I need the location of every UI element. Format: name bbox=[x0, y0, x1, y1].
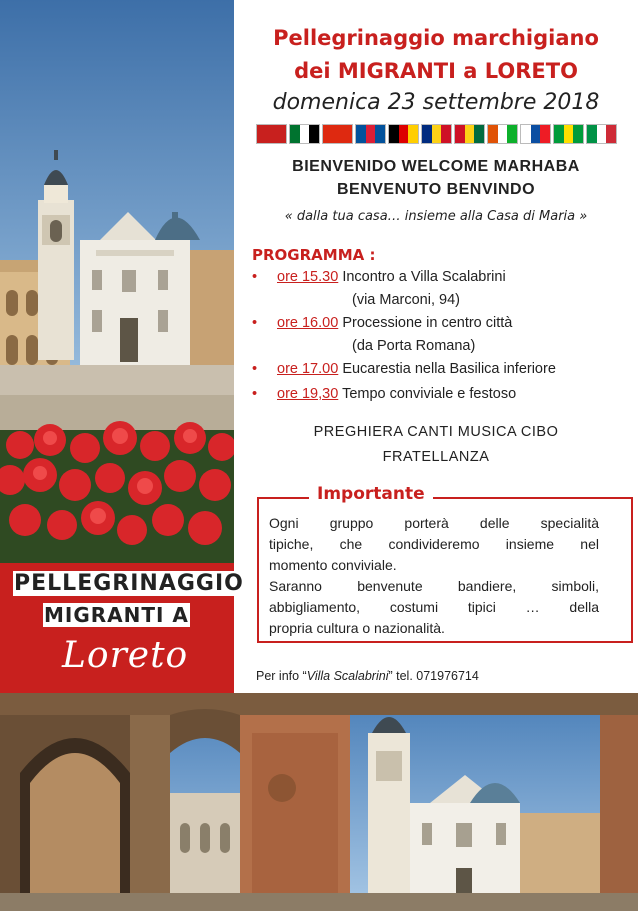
info-place: Villa Scalabrini bbox=[306, 669, 389, 683]
important-line: abbigliamento, costumi tipici … della bbox=[269, 599, 599, 615]
flag-uae-icon bbox=[289, 124, 320, 144]
flag-italy-icon bbox=[586, 124, 617, 144]
bullet-icon: • bbox=[252, 269, 258, 285]
flag-china-icon bbox=[322, 124, 353, 144]
program-text: Processione in centro città bbox=[342, 315, 513, 331]
flag-ghana-icon bbox=[454, 124, 485, 144]
flag-niger-icon bbox=[487, 124, 518, 144]
important-line: Ogni gruppo porterà delle specialità bbox=[269, 515, 599, 531]
contact-info bbox=[256, 669, 479, 683]
basilica-photo-illustration bbox=[0, 0, 234, 563]
program-item bbox=[252, 269, 506, 285]
welcome-line-2: BENVENUTO BENVINDO bbox=[336, 181, 536, 198]
info-prefix: Per info “ bbox=[256, 669, 307, 683]
important-title: Importante bbox=[309, 484, 433, 504]
info-suffix: ” tel. 071976714 bbox=[388, 669, 479, 683]
bullet-icon: • bbox=[252, 315, 258, 331]
program-text: Tempo conviviale e festoso bbox=[342, 386, 517, 402]
highlight-line-1: PREGHIERA CANTI MUSICA CIBO bbox=[313, 424, 559, 440]
banner-line-1: PELLEGRINAGGIO bbox=[14, 571, 244, 596]
bullet-icon: • bbox=[252, 361, 258, 377]
arcade-photo bbox=[0, 693, 638, 911]
event-date: domenica 23 settembre 2018 bbox=[272, 90, 600, 115]
basilica-photo bbox=[0, 0, 234, 563]
flags-row bbox=[256, 124, 617, 144]
program-subtext: (via Marconi, 94) bbox=[352, 292, 460, 308]
program-text: Eucarestia nella Basilica inferiore bbox=[342, 361, 556, 377]
program-time: ore 17.00 bbox=[277, 361, 339, 377]
bullet-icon: • bbox=[252, 386, 258, 402]
program-subtext: (da Porta Romana) bbox=[352, 338, 476, 354]
program-time: ore 16.00 bbox=[277, 315, 339, 331]
flag-1-icon bbox=[256, 124, 287, 144]
flag-iceland-icon bbox=[355, 124, 386, 144]
arcade-photo-illustration bbox=[0, 693, 638, 911]
important-line: Saranno benvenute bandiere, simboli, bbox=[269, 578, 599, 594]
important-box bbox=[257, 484, 633, 643]
banner-line-2: MIGRANTI A bbox=[44, 603, 189, 627]
important-line: momento conviviale. bbox=[269, 557, 397, 573]
flag-germany-icon bbox=[388, 124, 419, 144]
important-line: propria cultura o nazionalità. bbox=[269, 620, 445, 636]
pellegrinaggio-banner bbox=[0, 563, 244, 693]
program-time: ore 19,30 bbox=[277, 386, 339, 402]
program-item bbox=[252, 386, 516, 402]
banner-line-3: Loreto bbox=[62, 635, 189, 676]
welcome-line-1: BIENVENIDO WELCOME MARHABA bbox=[292, 158, 580, 175]
flag-slovakia-icon bbox=[520, 124, 551, 144]
flyer-content bbox=[234, 0, 638, 693]
program-item bbox=[252, 315, 512, 331]
flag-brazil-icon bbox=[553, 124, 584, 144]
important-line: tipiche, che condivideremo insieme nel bbox=[269, 536, 599, 552]
title-line-2: dei MIGRANTI a LORETO bbox=[294, 59, 578, 83]
programma-heading: PROGRAMMA : bbox=[252, 246, 376, 264]
title-line-1: Pellegrinaggio marchigiano bbox=[273, 26, 599, 50]
program-text: Incontro a Villa Scalabrini bbox=[342, 269, 506, 285]
program-time: ore 15.30 bbox=[277, 269, 339, 285]
program-item bbox=[252, 361, 556, 377]
tagline: « dalla tua casa… insieme alla Casa di Maria » bbox=[284, 209, 588, 224]
highlight-line-2: FRATELLANZA bbox=[382, 449, 490, 465]
flag-romania-icon bbox=[421, 124, 452, 144]
